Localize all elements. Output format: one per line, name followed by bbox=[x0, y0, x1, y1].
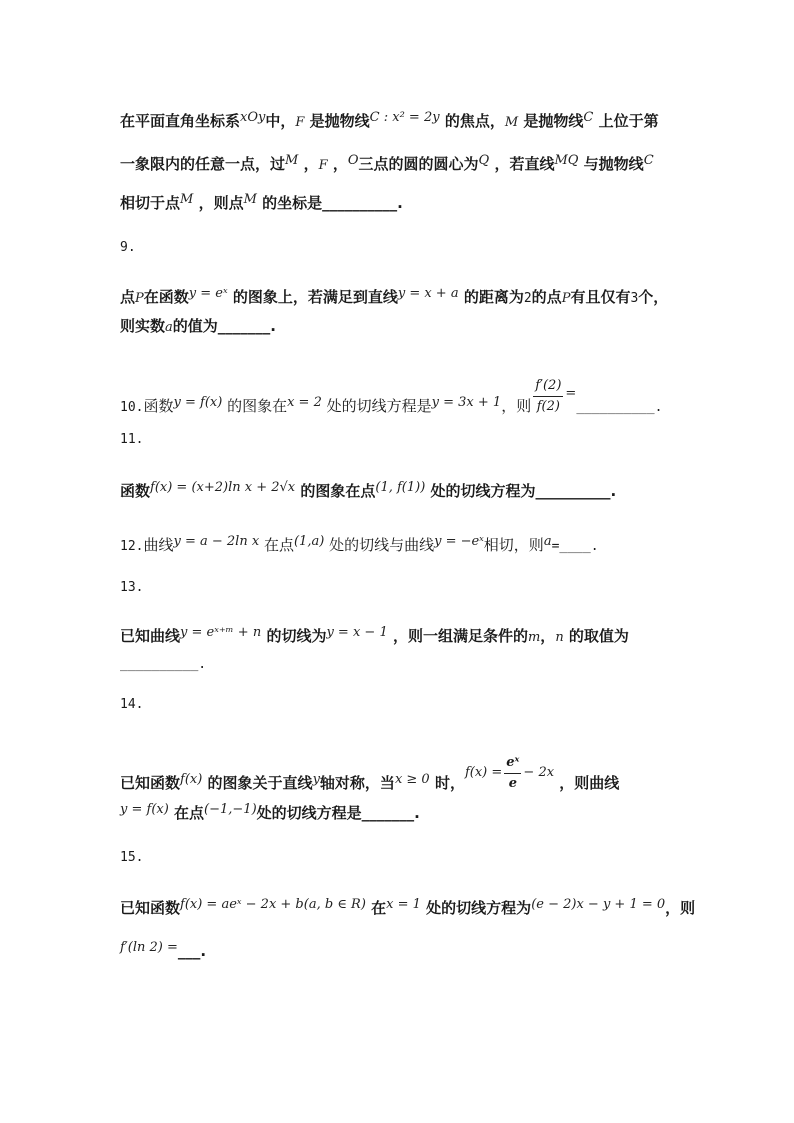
text: 在平面直角坐标系 bbox=[120, 112, 241, 130]
text: 相切于点 bbox=[120, 194, 181, 212]
text: 轴对称，当 bbox=[319, 774, 395, 792]
text: 个， bbox=[638, 288, 669, 306]
math: y = a − 2ln x bbox=[173, 534, 260, 549]
math: MQ bbox=[554, 153, 579, 168]
math: y = 3x + 1 bbox=[431, 395, 502, 410]
text: 的焦点， bbox=[444, 112, 505, 130]
math: C bbox=[643, 153, 654, 168]
text: 与抛物线 bbox=[583, 155, 644, 173]
math: f(x) = bbox=[464, 765, 503, 780]
fraction-denominator: f(2) bbox=[536, 399, 560, 414]
text: 的图象在点 bbox=[300, 482, 376, 500]
math: P bbox=[135, 291, 144, 306]
q13-line-1 bbox=[120, 626, 629, 648]
answer-blank: =____. bbox=[551, 539, 599, 554]
q9-line-1 bbox=[120, 287, 668, 309]
text: 是抛物线 bbox=[523, 112, 584, 130]
math: n bbox=[555, 630, 564, 645]
text: 曲线 bbox=[143, 536, 174, 554]
q12-line bbox=[120, 535, 599, 557]
text: ， bbox=[540, 627, 556, 645]
text: ，则点 bbox=[198, 194, 244, 212]
text: 已知函数 bbox=[120, 899, 181, 917]
text: 上位于第 bbox=[598, 112, 659, 130]
math: O bbox=[347, 153, 359, 168]
text: 的点 bbox=[531, 288, 562, 306]
math: y = x + a bbox=[397, 286, 459, 301]
math: a bbox=[165, 320, 173, 335]
math: Q bbox=[478, 153, 490, 168]
text: 在点 bbox=[174, 804, 205, 822]
text: 有且仅有 bbox=[570, 288, 631, 306]
math: a bbox=[543, 534, 552, 549]
text: 则实数 bbox=[120, 317, 166, 335]
math: M bbox=[180, 192, 194, 207]
math: x = 1 bbox=[386, 897, 421, 912]
text: 的取值为 bbox=[568, 627, 629, 645]
math: (1,a) bbox=[293, 534, 325, 549]
text: 的坐标是__________. bbox=[262, 194, 403, 212]
q8-line-1 bbox=[120, 111, 659, 133]
math: y = x − 1 bbox=[326, 625, 388, 640]
math: (−1,−1) bbox=[204, 802, 257, 817]
text: 的切线为 bbox=[266, 627, 327, 645]
math: f(x) = (x+2)ln x + 2√x bbox=[150, 480, 296, 495]
math: y bbox=[312, 772, 320, 787]
fraction bbox=[533, 376, 563, 417]
text: 已知曲线 bbox=[120, 627, 181, 645]
text: ，则 bbox=[501, 397, 532, 415]
text: ， bbox=[332, 155, 348, 173]
math: P bbox=[561, 291, 571, 306]
math: f(x) bbox=[180, 772, 203, 787]
text: 是抛物线 bbox=[309, 112, 370, 130]
math: (e − 2)x − y + 1 = 0 bbox=[531, 897, 666, 912]
text: 处的切线方程是 bbox=[326, 397, 432, 415]
math: − 2x bbox=[523, 765, 555, 780]
q11-line bbox=[120, 481, 616, 503]
text: 一象限内的任意一点，过 bbox=[120, 155, 286, 173]
text: ，若直线 bbox=[494, 155, 555, 173]
answer-blank: ___. bbox=[177, 942, 207, 960]
fraction-numerator: f′(2) bbox=[533, 376, 563, 397]
text: ，则曲线 bbox=[559, 774, 620, 792]
q13-answer-blank: __________. bbox=[120, 657, 207, 672]
text: 函数 bbox=[120, 482, 151, 500]
text: ，则 bbox=[665, 899, 696, 917]
q8-line-3 bbox=[120, 193, 403, 215]
math: C : x² = 2y bbox=[369, 110, 440, 125]
q15-number: 15. bbox=[120, 850, 144, 865]
math: (1, f(1)) bbox=[375, 480, 426, 495]
text: 三点的圆的圆心为 bbox=[358, 155, 479, 173]
math: y = f(x) bbox=[120, 802, 169, 817]
text: 时， bbox=[434, 774, 465, 792]
text: ， bbox=[303, 155, 319, 173]
math: xOy bbox=[240, 110, 266, 125]
text: 处的切线方程为__________. bbox=[430, 482, 617, 500]
q15-line-2 bbox=[120, 941, 206, 963]
fraction-numerator: eˣ bbox=[504, 753, 521, 774]
math: f(x) = aeˣ − 2x + b(a, b ∈ R) bbox=[180, 897, 366, 912]
q8-line-2 bbox=[120, 154, 654, 176]
math: F bbox=[318, 158, 328, 173]
math: C bbox=[583, 110, 594, 125]
question-number: 12. bbox=[120, 539, 144, 554]
text: 点 bbox=[120, 288, 136, 306]
text: 在 bbox=[371, 899, 387, 917]
math: M bbox=[285, 153, 299, 168]
math: M bbox=[504, 115, 519, 130]
math: = bbox=[565, 386, 577, 401]
question-number: 10. bbox=[120, 400, 144, 415]
text: ，则一组满足条件的 bbox=[392, 627, 528, 645]
q10-line bbox=[120, 378, 663, 427]
text: 在函数 bbox=[143, 288, 189, 306]
number: 2 bbox=[523, 291, 532, 306]
text: 的图象关于直线 bbox=[207, 774, 313, 792]
q15-line-1 bbox=[120, 898, 695, 920]
text: 的图象上，若满足到直线 bbox=[232, 288, 398, 306]
math: F bbox=[295, 115, 305, 130]
q14-line-1 bbox=[120, 755, 620, 804]
text: 的图象在 bbox=[227, 397, 288, 415]
fraction-denominator: e bbox=[508, 776, 517, 791]
math: y = eˣ⁺ᵐ + n bbox=[180, 625, 262, 640]
text: 函数 bbox=[143, 397, 174, 415]
number: 3 bbox=[630, 291, 639, 306]
q11-number: 11. bbox=[120, 432, 144, 447]
math: f′(ln 2) = bbox=[120, 940, 178, 955]
text: 的距离为 bbox=[463, 288, 524, 306]
q14-number: 14. bbox=[120, 697, 144, 712]
math: m bbox=[527, 630, 541, 645]
text: 中， bbox=[265, 112, 296, 130]
math: y = eˣ bbox=[188, 286, 228, 301]
math: y = −eˣ bbox=[434, 534, 484, 549]
math: y = f(x) bbox=[173, 395, 223, 410]
math: M bbox=[243, 192, 257, 207]
q13-number: 13. bbox=[120, 580, 144, 595]
math: x = 2 bbox=[287, 395, 322, 410]
answer-blank: __________. bbox=[576, 400, 663, 415]
q14-line-2 bbox=[120, 803, 420, 825]
text: 处的切线与曲线 bbox=[329, 536, 435, 554]
q9-line-2 bbox=[120, 316, 276, 338]
text: 已知函数 bbox=[120, 774, 181, 792]
text: 相切，则 bbox=[483, 536, 544, 554]
text: 处的切线方程为 bbox=[426, 899, 532, 917]
text: 在点 bbox=[263, 536, 294, 554]
text: 处的切线方程是_______. bbox=[256, 804, 420, 822]
fraction bbox=[504, 753, 521, 794]
q9-number: 9. bbox=[120, 240, 136, 255]
text: 的值为_______. bbox=[172, 317, 276, 335]
math: x ≥ 0 bbox=[394, 772, 430, 787]
